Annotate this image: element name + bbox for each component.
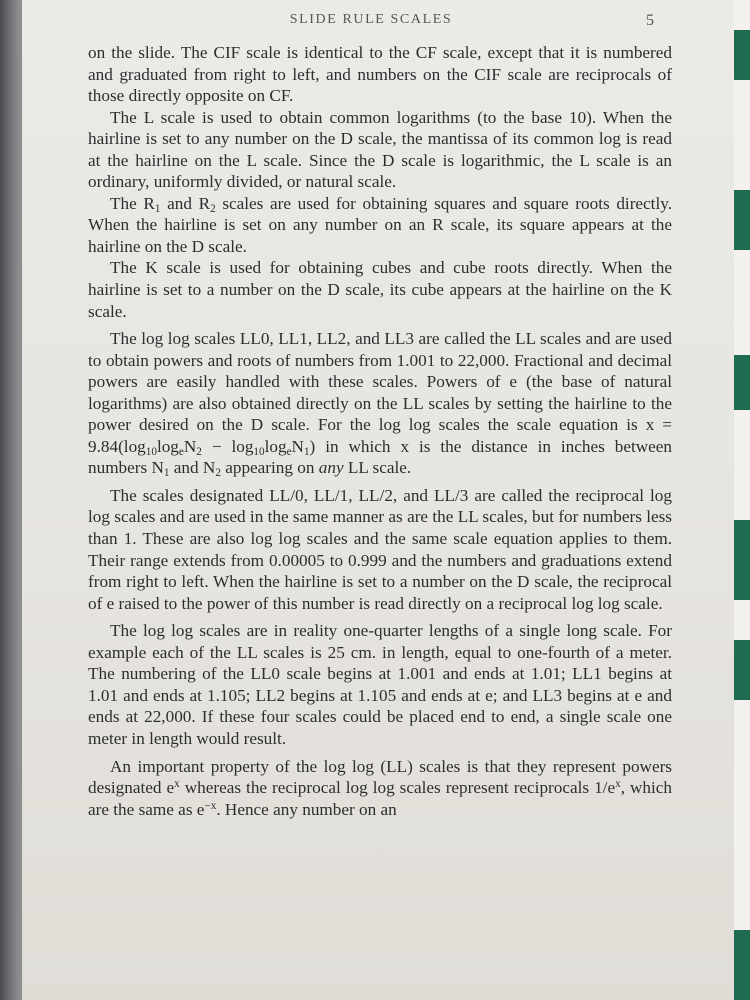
- book-page: [22, 0, 734, 1000]
- paragraph-r-scales: The $R_1$ and $R_2$ scales are used for obtaining squares and square roots directly. When the hairline is set on any number on an R scale, its square appears at the hairline on the D scale.: [88, 193, 673, 256]
- left-book-edge: [0, 0, 22, 1000]
- paragraph-cif-scale: on the slide. The CIF scale is identical to the CF scale, except that it is numbered and graduated from right to left, and numbers on the CIF scale are reciprocals of those directly opposite on CF.: [88, 43, 672, 106]
- green-decoration: [734, 355, 750, 410]
- green-decoration: [734, 930, 750, 1000]
- green-decoration: [734, 640, 750, 700]
- background-surface: [734, 0, 750, 1000]
- paragraph-scale-lengths: The log log scales are in reality one-quarter lengths of a single long scale. For example each of the LL scales is 25 cm. in length, equal to one-fourth of a meter. The numbering of the LL0 scale begins at 1.001 and ends at 1.01; LL1 begins at 1.01 and ends at 1.105; LL2 begins at 1.105 and ends at e; and LL3 begins at e and ends at 22,000. If these four scales could be placed end to end, a single scale one meter in length would result.: [88, 621, 672, 748]
- green-decoration: [734, 520, 750, 600]
- page-number: 5: [646, 12, 654, 29]
- paragraph-ll-scales: The log log scales LL0, LL1, LL2, and LL3 are called the LL scales and are used to obtain powers and roots of numbers from 1.001 to 22,000. Fractional and decimal powers are easily handled with these scales. Powers of e (the base of natural logarithms) are also obtained directly on the LL scales by setting the hairline to the power desired on the D scale. For the log log scales the scale equation is $x = 9.84(\log_{10}\log_eN_2 - \log_{10}\log_eN_1)$ in which x is the distance in inches between numbers $N_1$ and $N_2$ appearing on any LL scale.: [88, 329, 672, 480]
- running-head: SLIDE RULE SCALES: [289, 12, 453, 27]
- paragraph-l-scale: The L scale is used to obtain common logarithms (to the base 10). When the hairline is set to any number on the D scale, the mantissa of its common log is read at the hairline on the L scale. Since the D scale is logarithmic, the L scale is an ordinary, uniformly divided, or natural scale.: [88, 107, 672, 192]
- green-decoration: [734, 30, 750, 80]
- page-header: [88, 12, 654, 32]
- green-decoration: [734, 190, 750, 250]
- paragraph-important-property: An important property of the log log (LL) scales is that they represent powers designated $e^x$ whereas the reciprocal log log scales represent reciprocals $1/e^x$, which are the same as $e^{-x}$. Hence any number on an: [88, 756, 672, 819]
- body-text: [88, 42, 672, 820]
- paragraph-reciprocal-ll-scales: The scales designated LL/0, LL/1, LL/2, and LL/3 are called the reciprocal log log scales and are used in the same manner as are the LL scales, but for numbers less than 1. These are also log log scales and the same scale equation applies to them. Their range extends from 0.00005 to 0.999 and the numbers and graduations extend from right to left. When the hairline is set to a number on the D scale, the reciprocal of e raised to the power of this number is read directly on a reciprocal log log scale.: [88, 485, 672, 613]
- paragraph-k-scale: The K scale is used for obtaining cubes and cube roots directly. When the hairline is set to a number on the D scale, its cube appears at the hairline on the K scale.: [88, 258, 672, 321]
